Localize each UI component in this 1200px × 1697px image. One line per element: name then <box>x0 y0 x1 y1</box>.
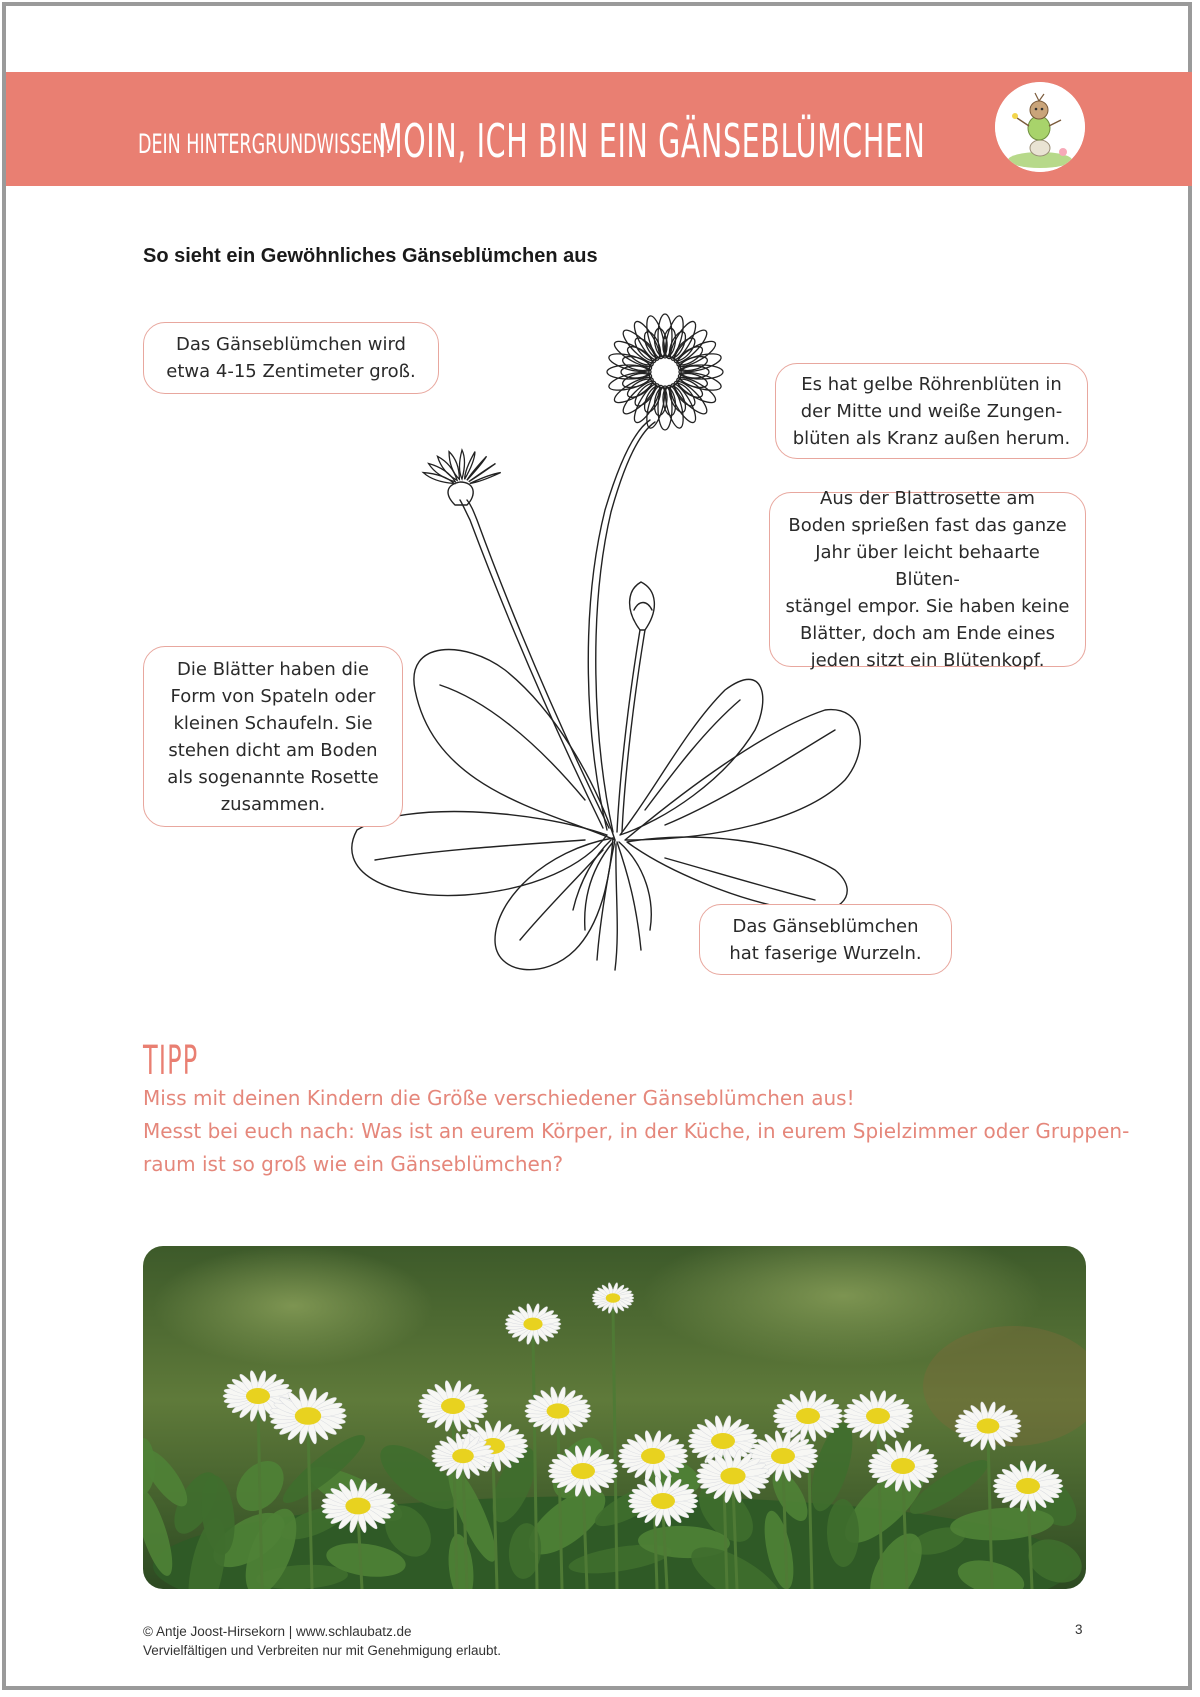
callout-leaves-line: zusammen. <box>220 793 326 815</box>
callout-stems <box>769 488 1086 671</box>
callout-size-line: etwa 4-15 Zentimeter groß. <box>166 361 416 382</box>
tip-line: raum ist so groß wie ein Gänseblümchen? <box>143 1152 564 1176</box>
callout-leaves-line: als sogenannte Rosette <box>167 766 379 788</box>
callout-stems-line: Boden sprießen fast das ganze <box>788 515 1067 536</box>
callout-leaves-line: Die Blätter haben die <box>177 658 369 680</box>
daisies-photo <box>143 1246 1086 1589</box>
callout-flower-line: blüten als Kranz außen herum. <box>792 427 1071 449</box>
callout-leaves-line: stehen dicht am Boden <box>168 739 378 761</box>
callout-flower <box>775 363 1088 459</box>
tip-text <box>143 1082 1130 1181</box>
page-number: 3 <box>1075 1622 1083 1637</box>
page-title: MOIN, ICH BIN EIN GÄNSEBLÜMCHEN <box>378 114 926 168</box>
callout-size-line: Das Gänseblümchen wird <box>176 334 406 355</box>
callout-stems-line: stängel empor. Sie haben keine <box>785 596 1070 617</box>
callout-roots-line: Das Gänseblümchen <box>732 915 919 937</box>
callout-stems-line: jeden sitzt ein Blütenkopf. <box>810 650 1045 671</box>
callout-roots <box>699 904 952 975</box>
callout-size <box>143 322 439 394</box>
tip-line: Messt bei euch nach: Was ist an eurem Körper, in der Küche, in eurem Spielzimmer oder Gruppen- <box>143 1119 1130 1143</box>
footer-notice: Vervielfältigen und Verbreiten nur mit Genehmigung erlaubt. <box>143 1643 501 1658</box>
footer-copyright: © Antje Joost-Hirsekorn | www.schlaubatz.de <box>143 1624 412 1639</box>
tip-title: TIPP <box>143 1038 199 1084</box>
header-prefix: DEIN HINTERGRUNDWISSEN: <box>138 129 392 160</box>
callout-leaves-line: kleinen Schaufeln. Sie <box>173 712 373 734</box>
callout-stems-line: Jahr über leicht behaarte Blüten- <box>815 542 1040 590</box>
callout-stems-line: Aus der Blattrosette am <box>820 488 1035 509</box>
callout-flower-line: Es hat gelbe Röhrenblüten in <box>801 373 1062 395</box>
tip-line: Miss mit deinen Kindern die Größe verschiedener Gänseblümchen aus! <box>143 1086 855 1110</box>
callout-flower-line: der Mitte und weiße Zungen- <box>800 400 1063 422</box>
callout-roots-line: hat faserige Wurzeln. <box>729 942 922 964</box>
section-heading: So sieht ein Gewöhnliches Gänseblümchen aus <box>143 245 598 267</box>
schlaubatz-logo <box>995 82 1085 172</box>
callout-leaves <box>143 646 403 827</box>
footer <box>143 1622 501 1660</box>
callout-leaves-line: Form von Spateln oder <box>170 685 376 707</box>
callout-stems-line: Blätter, doch am Ende eines <box>799 623 1056 644</box>
